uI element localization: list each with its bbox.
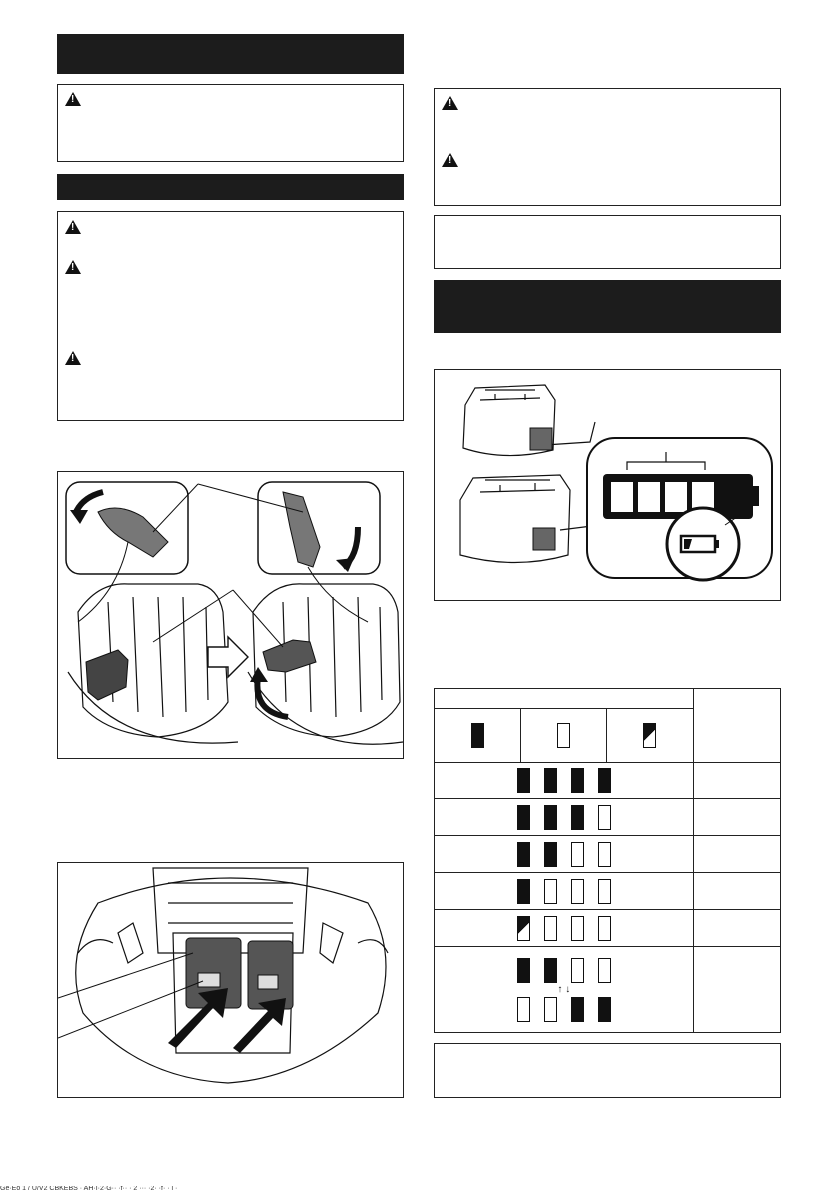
capacity-cell <box>693 910 780 947</box>
lamp-blinking-icon <box>643 723 656 748</box>
legend-blinking <box>606 709 693 763</box>
indicator-row-blink <box>435 910 694 947</box>
alternate-arrows: ↑ ↓ <box>557 983 571 995</box>
warning-triangle-icon <box>442 153 458 167</box>
indicator-row-4 <box>435 763 694 799</box>
figure-battery-indicator <box>434 369 781 601</box>
figure-battery-cover <box>57 471 404 759</box>
indicator-row-2 <box>435 836 694 873</box>
note-box-2 <box>434 1043 781 1098</box>
section-header-bar-3 <box>434 280 781 333</box>
warning-triangle-icon <box>65 260 81 274</box>
caution-box-3 <box>434 88 781 206</box>
indicator-row-1 <box>435 873 694 910</box>
indicator-row-alternating <box>435 947 694 1033</box>
capacity-cell <box>693 873 780 910</box>
figure-insert-batteries <box>57 862 404 1098</box>
legend-lighted <box>435 709 521 763</box>
battery-indicator-illustration <box>435 370 782 602</box>
table-header-remaining-capacity <box>693 689 780 763</box>
warning-triangle-icon <box>65 220 81 234</box>
capacity-cell <box>693 799 780 836</box>
section-header-bar-2 <box>57 174 404 200</box>
warning-triangle-icon <box>442 96 458 110</box>
capacity-cell <box>693 947 780 1033</box>
lamp-lighted-icon <box>471 723 484 748</box>
indicator-row-3 <box>435 799 694 836</box>
caution-box-2 <box>57 211 404 421</box>
capacity-cell <box>693 763 780 799</box>
capacity-cell <box>693 836 780 873</box>
legend-off <box>520 709 606 763</box>
battery-cover-illustration <box>58 472 405 760</box>
warning-triangle-icon <box>65 351 81 365</box>
warning-triangle-icon <box>65 92 81 106</box>
lamp-off-icon <box>557 723 570 748</box>
table-header-indicator-lamps <box>435 689 694 709</box>
section-header-bar-1 <box>57 34 404 74</box>
insert-batteries-illustration <box>58 863 405 1099</box>
caution-box-1 <box>57 84 404 162</box>
footer-strip: Ge·Eo 1 / U/V2 CBKEBS · AH·I·2·G·· ·f·· · 2 ··· ·2· ·f· · i · <box>0 1186 178 1192</box>
indicator-table <box>434 688 781 1033</box>
note-box-1 <box>434 215 781 269</box>
